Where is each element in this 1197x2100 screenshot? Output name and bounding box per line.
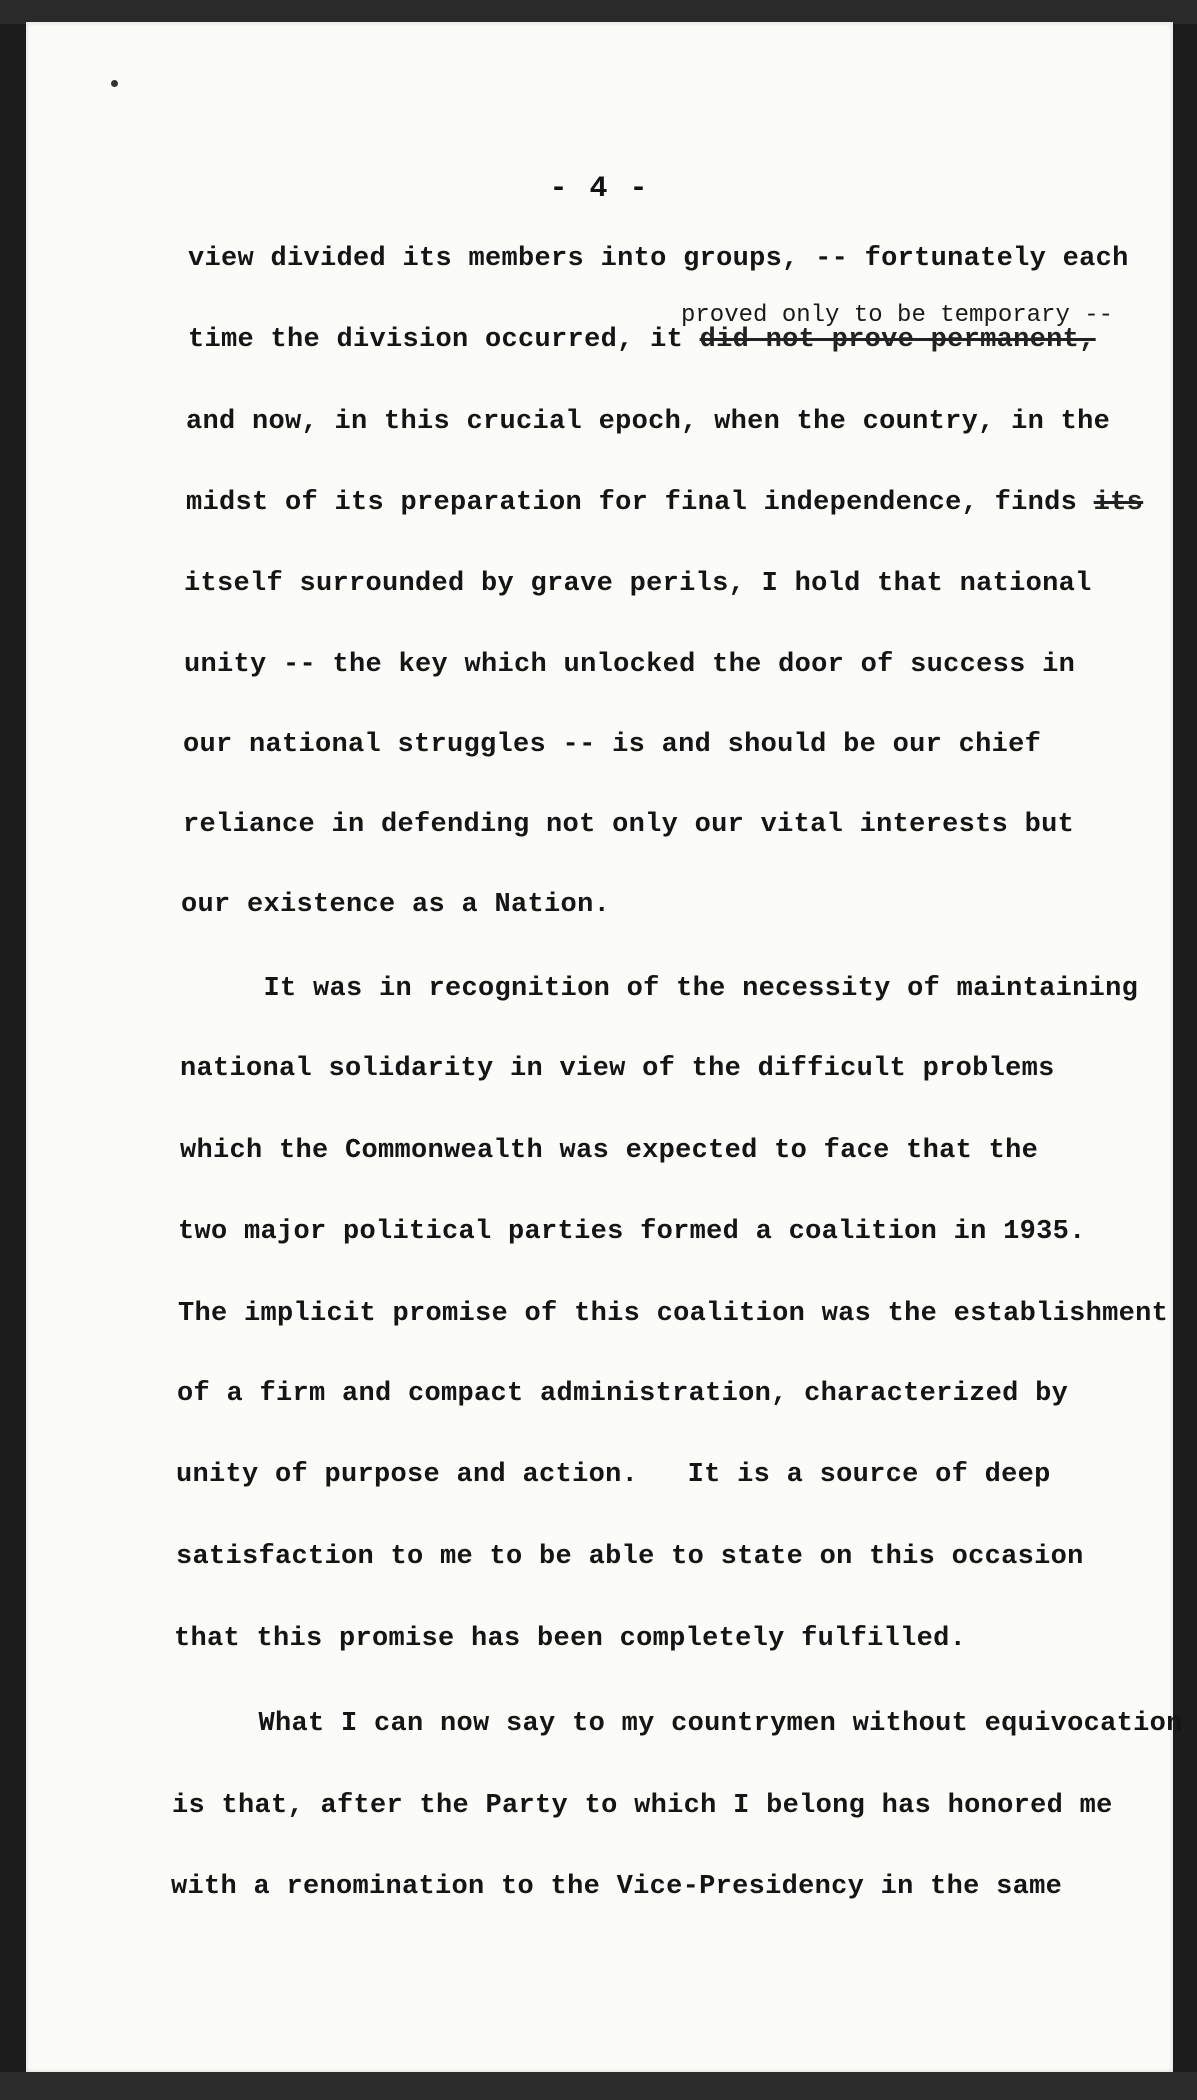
- text-line-15: of a firm and compact administration, characterized by: [177, 1379, 1069, 1409]
- text-line-21: with a renomination to the Vice-Presidency in the same: [171, 1872, 1063, 1902]
- text-line-3: and now, in this crucial epoch, when the country, in the: [186, 407, 1111, 437]
- scan-frame-bottom: [0, 2072, 1197, 2100]
- text-line-5: itself surrounded by grave perils, I hold that national: [184, 569, 1092, 599]
- document-page: [26, 22, 1183, 2072]
- text-line-1: view divided its members into groups, -- fortunately each: [188, 244, 1129, 274]
- text-line-14: The implicit promise of this coalition was the establishment: [178, 1299, 1169, 1329]
- text-line-6: unity -- the key which unlocked the door of success in: [184, 650, 1076, 680]
- text-line-18: that this promise has been completely fulfilled.: [174, 1624, 967, 1654]
- text-line-4: [186, 486, 1143, 520]
- text-line-8: reliance in defending not only our vital interests but: [183, 810, 1075, 840]
- text-line-20: is that, after the Party to which I belong has honored me: [172, 1791, 1113, 1821]
- struck-text: did not prove permanent,: [699, 325, 1096, 355]
- text-line-7: our national struggles -- is and should be our chief: [183, 730, 1042, 760]
- text-line-10: It was in recognition of the necessity of maintaining: [181, 974, 1139, 1004]
- text-line-17: satisfaction to me to be able to state on this occasion: [176, 1542, 1084, 1572]
- scan-frame-top: [0, 0, 1197, 24]
- text-line-13: two major political parties formed a coalition in 1935.: [178, 1217, 1086, 1247]
- punch-mark: [111, 80, 118, 87]
- text-line-2: [188, 323, 1096, 357]
- handwritten-insertion: proved only to be temporary --: [681, 302, 1114, 329]
- text-line-19: What I can now say to my countrymen without equivocation: [176, 1709, 1183, 1739]
- text-line-4-pre: midst of its preparation for final independence, finds: [186, 488, 1094, 518]
- text-line-16: unity of purpose and action. It is a source of deep: [176, 1460, 1051, 1490]
- struck-text: its: [1093, 488, 1144, 518]
- text-line-2-pre: time the division occurred, it: [188, 325, 700, 355]
- page-number: - 4 -: [549, 172, 650, 206]
- text-line-11: national solidarity in view of the difficult problems: [180, 1054, 1055, 1084]
- text-line-12: which the Commonwealth was expected to face that the: [180, 1136, 1039, 1166]
- text-line-9: our existence as a Nation.: [181, 890, 611, 920]
